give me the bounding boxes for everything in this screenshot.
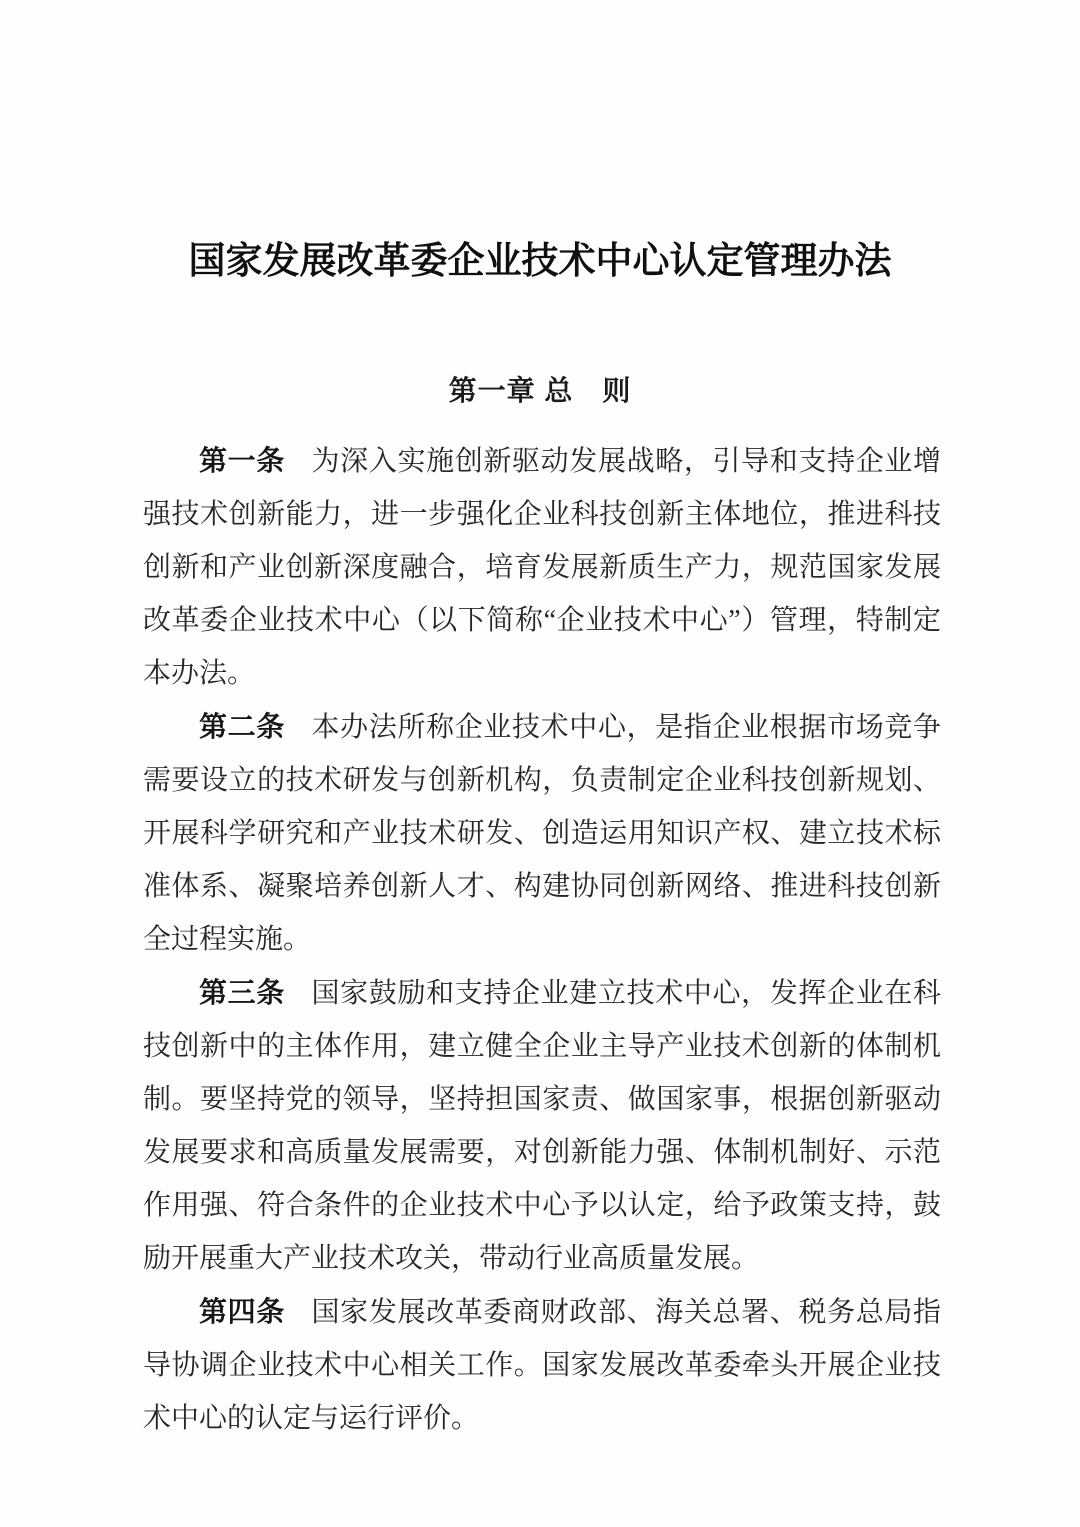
- article-label-2: 第二条: [199, 711, 285, 742]
- article-text-4: 国家发展改革委商财政部、海关总署、税务总局指导协调企业技术中心相关工作。国家发展改革委牵头开展企业技术中心的认定与运行评价。: [143, 1297, 941, 1434]
- article-text-3: 国家鼓励和支持企业建立技术中心，发挥企业在科技创新中的主体作用，建立健全企业主导产业技术创新的体制机制。要坚持党的领导，坚持担国家责、做国家事，根据创新驱动发展要求和高质量发展需要，对创新能力强、体制机制好、示范作用强、符合条件的企业技术中心予以认定，给予政策支持，鼓励开展重大产业技术攻关，带动行业高质量发展。: [143, 978, 941, 1274]
- article-paragraph-4: [143, 1285, 941, 1445]
- article-label-1: 第一条: [199, 445, 285, 476]
- article-label-4: 第四条: [199, 1296, 285, 1327]
- article-paragraph-1: [143, 434, 941, 700]
- article-paragraph-2: [143, 700, 941, 966]
- article-text-2: 本办法所称企业技术中心，是指企业根据市场竞争需要设立的技术研发与创新机构，负责制定企业科技创新规划、开展科学研究和产业技术研发、创造运用知识产权、建立技术标准体系、凝聚培养创新人才、构建协同创新网络、推进科技创新全过程实施。: [143, 712, 941, 955]
- article-paragraph-3: [143, 966, 941, 1285]
- document-title: 国家发展改革委企业技术中心认定管理办法: [188, 241, 892, 282]
- article-text-1: 为深入实施创新驱动发展战略，引导和支持企业增强技术创新能力，进一步强化企业科技创新主体地位，推进科技创新和产业创新深度融合，培育发展新质生产力，规范国家发展改革委企业技术中心（以下简称“企业技术中心”）管理，特制定本办法。: [143, 446, 941, 689]
- chapter-heading: 第一章 总 则: [448, 375, 632, 406]
- article-label-3: 第三条: [199, 977, 285, 1008]
- document-body: [143, 434, 941, 1445]
